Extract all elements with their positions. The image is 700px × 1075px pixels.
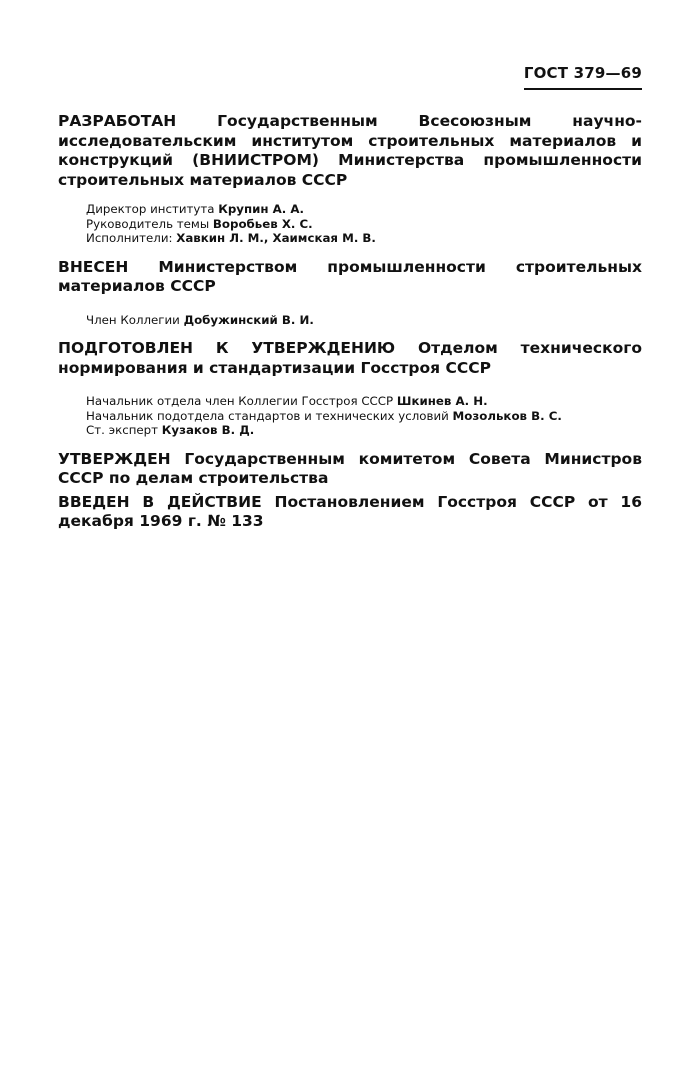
prepared-text: Отделом технического нормирования и стандартизации Госстроя СССР [58,339,642,377]
introduced-lead: ВНЕСЕН [58,257,129,276]
enacted-lead: ВВЕДЕН В ДЕЙСТВИЕ [58,492,262,511]
prepared-lead: ПОДГОТОВЛЕН К УТВЕРЖДЕНИЮ [58,339,396,357]
person-name: Мозольков В. С. [452,408,562,423]
person-name: Кузаков В. Д. [161,423,255,437]
person-name: Хавкин Л. М., Хаимская М. В. [176,231,376,245]
document-body [58,112,642,532]
person-name: Крупин А. А. [218,202,304,216]
document-number-header: ГОСТ 379—69 [524,64,642,90]
person-role: Ст. эксперт [86,423,159,437]
person-name: Шкинев А. Н. [396,394,488,408]
person-role: Член Коллегии [86,312,180,327]
prepared-people [86,394,642,438]
developed-section [58,112,642,190]
person-role: Директор института [86,202,215,216]
developed-text: Государственным Всесоюзным научно-исследовательским институтом строительных материалов и конструкций (ВНИИСТРОМ) Министерства промышленности строительных материалов СССР [58,112,642,189]
person-line [86,202,642,217]
person-role: Начальник отдела член Коллегии Госстроя СССР [86,394,394,408]
person-name: Воробьев Х. С. [212,216,313,231]
prepared-section [58,339,642,378]
person-role: Начальник подотдела стандартов и технических условий [86,408,449,423]
developed-lead: РАЗРАБОТАН [58,112,177,130]
approved-text: Государственным комитетом Совета Министров СССР по делам строительства [58,449,642,487]
introduced-people [86,313,642,328]
enacted-section [58,493,642,532]
person-line [86,409,642,424]
person-role: Исполнители: [86,231,173,245]
approved-section [58,450,642,489]
enacted-text: Постановлением Госстроя СССР от 16 декабря 1969 г. № 133 [58,492,642,530]
person-line [86,217,642,232]
developed-people [86,202,642,246]
person-line [86,394,642,409]
person-line [86,231,642,246]
introduced-text: Министерством промышленности строительных материалов СССР [58,257,642,295]
person-line [86,313,642,328]
person-name: Добужинский В. И. [183,312,314,327]
person-line [86,423,642,438]
approved-lead: УТВЕРЖДЕН [58,449,171,468]
introduced-section [58,258,642,297]
person-role: Руководитель темы [86,216,210,231]
